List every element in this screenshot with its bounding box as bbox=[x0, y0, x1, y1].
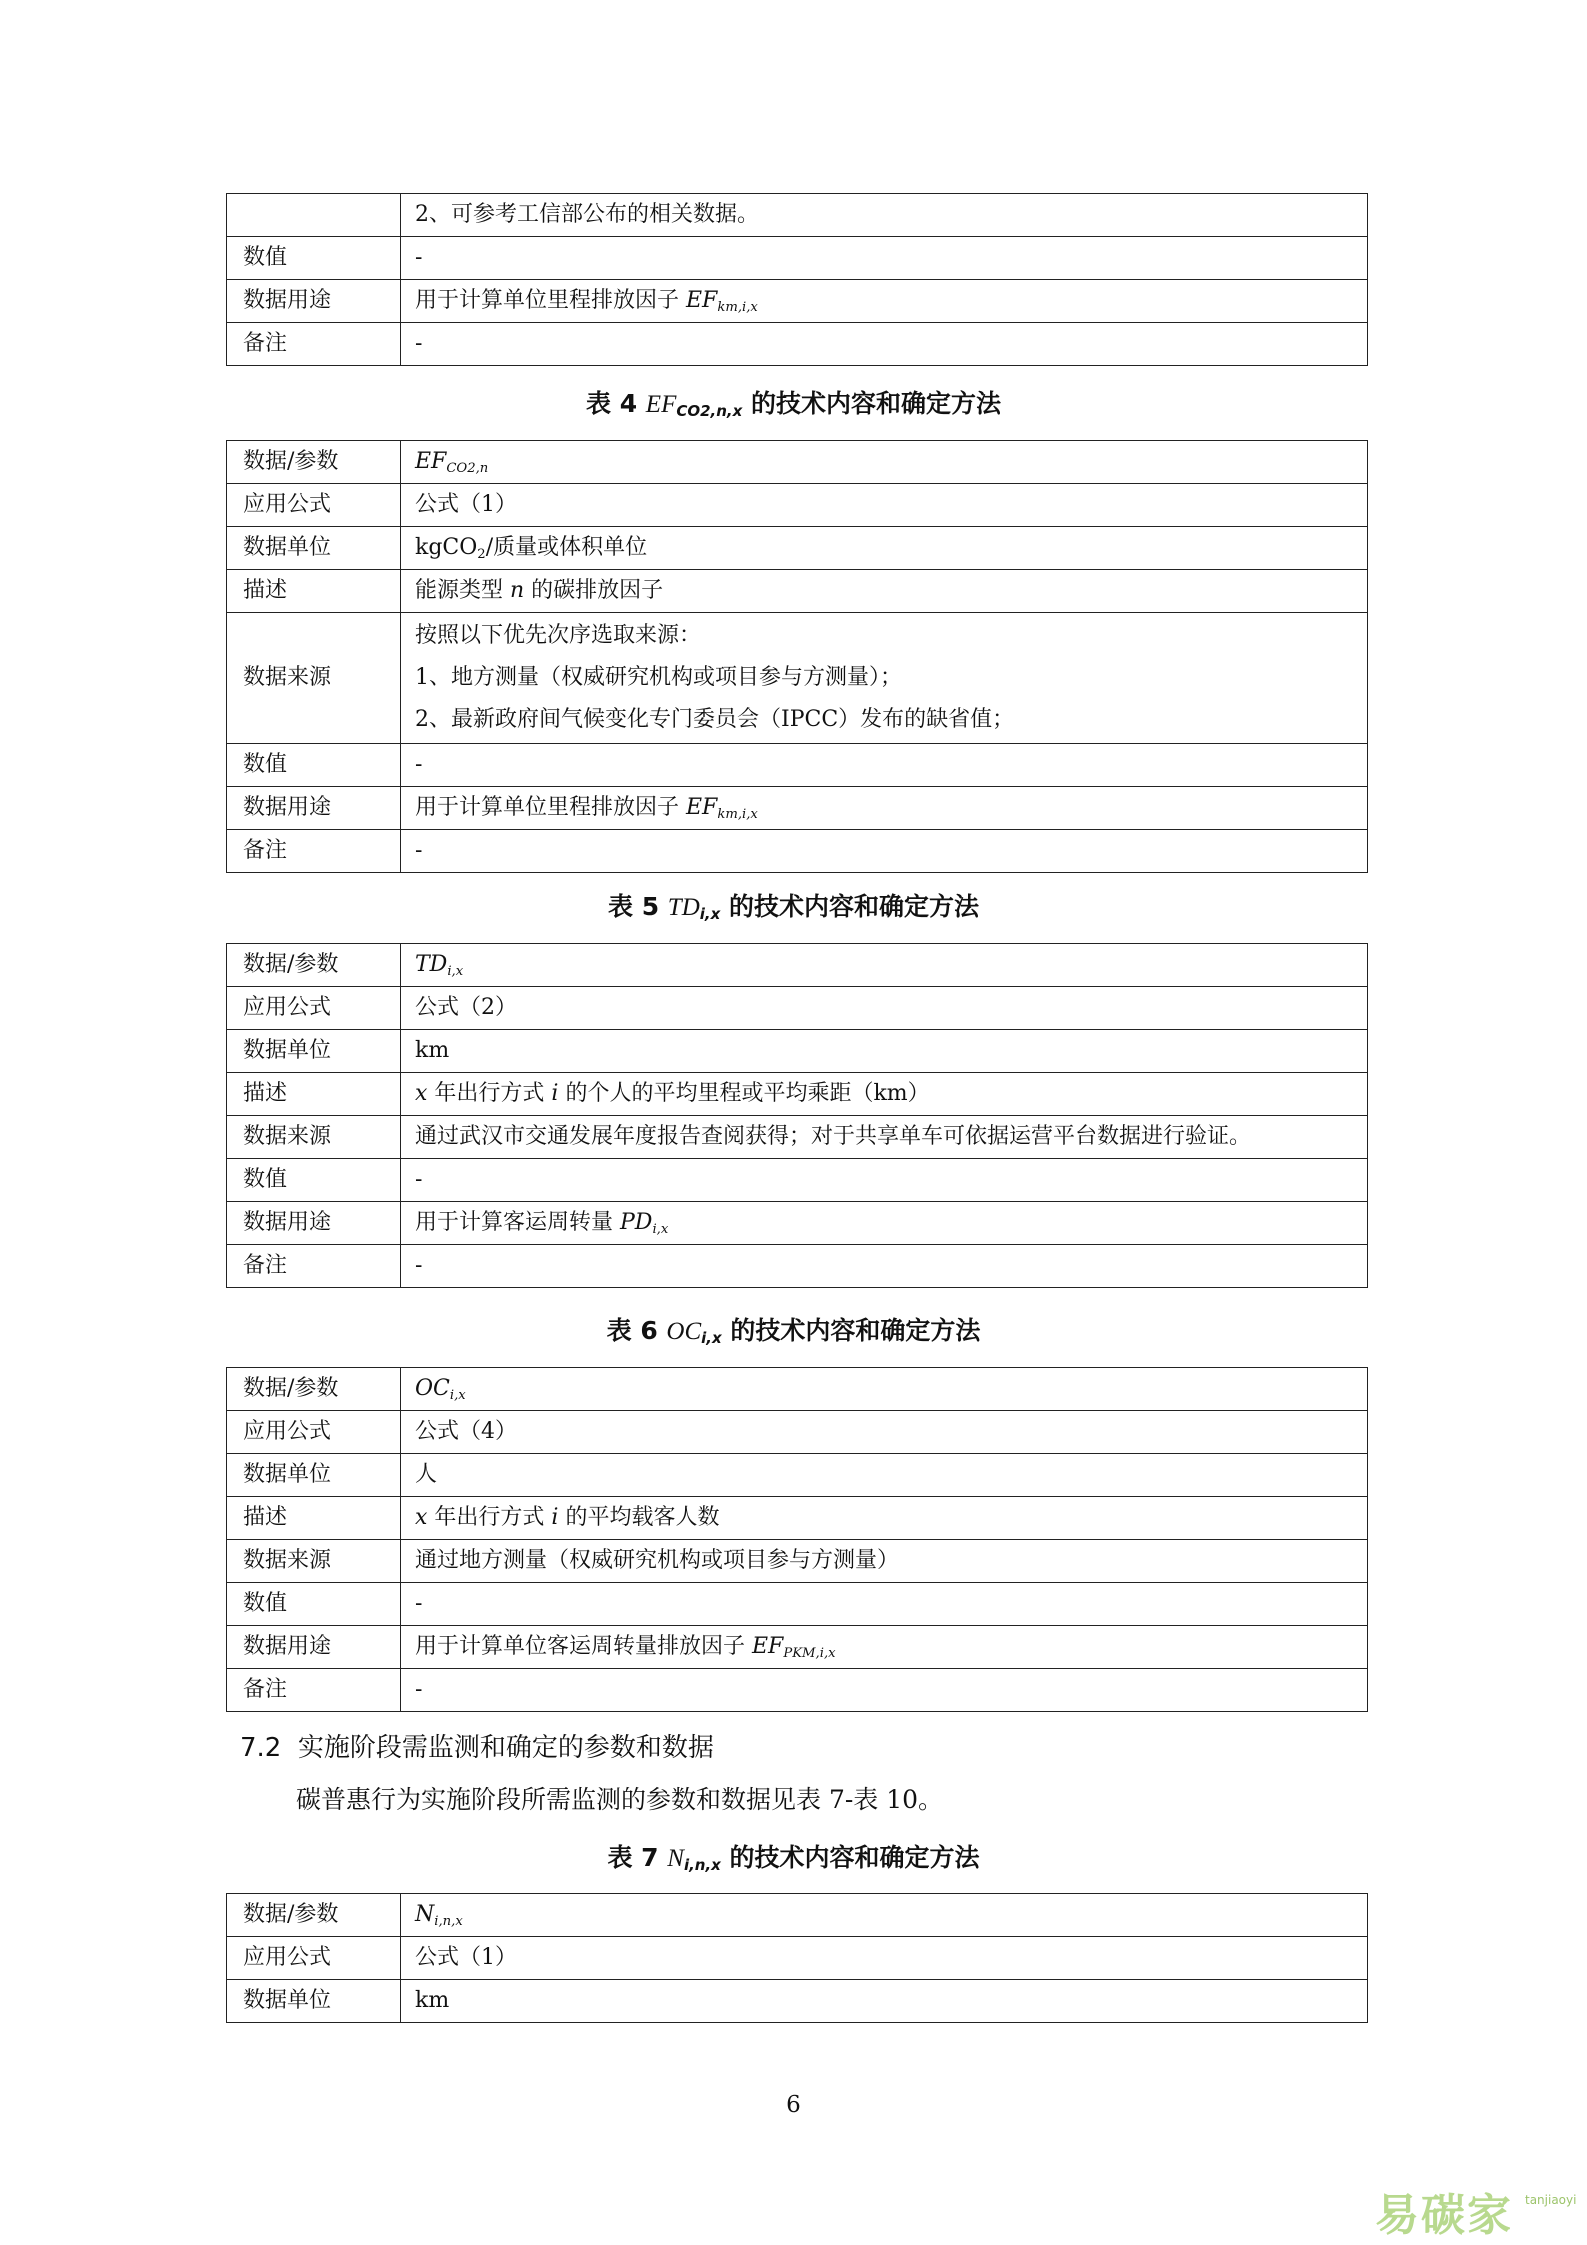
table-row bbox=[227, 237, 1368, 280]
row-key: 应用公式 bbox=[227, 484, 401, 527]
table-row bbox=[227, 1894, 1368, 1937]
row-key: 数值 bbox=[227, 744, 401, 787]
row-value: - bbox=[401, 323, 1368, 366]
row-value: - bbox=[401, 1245, 1368, 1288]
row-key: 数值 bbox=[227, 1583, 401, 1626]
table-row bbox=[227, 944, 1368, 987]
table7 bbox=[226, 1893, 1368, 2023]
section-number: 7.2 bbox=[240, 1733, 282, 1763]
row-key: 数据/参数 bbox=[227, 944, 401, 987]
value-text: 的碳排放因子 bbox=[524, 578, 664, 603]
row-key: 数据单位 bbox=[227, 1454, 401, 1497]
table6 bbox=[226, 1367, 1368, 1712]
table-row bbox=[227, 1540, 1368, 1583]
row-value bbox=[401, 613, 1368, 744]
param-symbol: N bbox=[415, 1902, 435, 1927]
table7-caption bbox=[0, 1838, 1587, 1874]
row-key: 描述 bbox=[227, 1497, 401, 1540]
table-row bbox=[227, 1669, 1368, 1712]
value-text: 用于计算单位里程排放因子 bbox=[415, 288, 686, 313]
caption-subscript: i,x bbox=[701, 1329, 722, 1347]
row-value bbox=[401, 441, 1368, 484]
value-subscript: 2 bbox=[477, 547, 486, 562]
table-row bbox=[227, 1411, 1368, 1454]
caption-symbol: TD bbox=[667, 894, 700, 921]
table6-caption bbox=[0, 1311, 1587, 1347]
value-symbol: i bbox=[551, 1081, 559, 1106]
value-line: 2、最新政府间气候变化专门委员会（IPCC）发布的缺省值； bbox=[415, 707, 1015, 732]
table-row bbox=[227, 1073, 1368, 1116]
table-row bbox=[227, 830, 1368, 873]
row-value: km bbox=[401, 1980, 1368, 2023]
symbol: EF bbox=[752, 1634, 784, 1659]
row-value bbox=[401, 787, 1368, 830]
param-subscript: i,x bbox=[447, 964, 464, 979]
value-text: 年出行方式 bbox=[427, 1505, 552, 1530]
table-row bbox=[227, 1030, 1368, 1073]
row-value bbox=[401, 1894, 1368, 1937]
table-row bbox=[227, 613, 1368, 744]
row-key: 备注 bbox=[227, 323, 401, 366]
table-row bbox=[227, 1497, 1368, 1540]
row-key: 备注 bbox=[227, 1669, 401, 1712]
caption-symbol: N bbox=[667, 1845, 684, 1872]
table-row bbox=[227, 1368, 1368, 1411]
row-key bbox=[227, 194, 401, 237]
row-value: - bbox=[401, 744, 1368, 787]
table-row bbox=[227, 1202, 1368, 1245]
table-row bbox=[227, 323, 1368, 366]
section-title: 实施阶段需监测和确定的参数和数据 bbox=[297, 1733, 714, 1763]
row-key: 备注 bbox=[227, 1245, 401, 1288]
param-subscript: i,n,x bbox=[434, 1914, 463, 1929]
row-value: 人 bbox=[401, 1454, 1368, 1497]
row-key: 数据来源 bbox=[227, 1116, 401, 1159]
table-row bbox=[227, 744, 1368, 787]
caption-suffix: 的技术内容和确定方法 bbox=[742, 389, 1002, 418]
table4 bbox=[226, 440, 1368, 873]
row-key: 数值 bbox=[227, 237, 401, 280]
caption-suffix: 的技术内容和确定方法 bbox=[721, 1316, 981, 1345]
value-symbol: i bbox=[551, 1505, 559, 1530]
symbol-subscript: km,i,x bbox=[717, 807, 758, 822]
value-text: kgCO bbox=[415, 535, 478, 560]
symbol: EF bbox=[686, 795, 718, 820]
row-key: 应用公式 bbox=[227, 987, 401, 1030]
row-value: 通过地方测量（权威研究机构或项目参与方测量） bbox=[401, 1540, 1368, 1583]
table5-caption bbox=[0, 887, 1587, 923]
table-row bbox=[227, 1937, 1368, 1980]
table-row bbox=[227, 441, 1368, 484]
row-value: 2、可参考工信部公布的相关数据。 bbox=[401, 194, 1368, 237]
row-value: - bbox=[401, 1583, 1368, 1626]
table-row bbox=[227, 1583, 1368, 1626]
table-row bbox=[227, 1454, 1368, 1497]
row-value: km bbox=[401, 1030, 1368, 1073]
row-key: 数据用途 bbox=[227, 1626, 401, 1669]
watermark-url: tanjiaoyi bbox=[1525, 2193, 1577, 2207]
caption-subscript: i,x bbox=[699, 905, 721, 923]
symbol: EF bbox=[686, 288, 718, 313]
row-key: 应用公式 bbox=[227, 1937, 401, 1980]
row-value bbox=[401, 280, 1368, 323]
row-value: - bbox=[401, 1669, 1368, 1712]
table-row bbox=[227, 787, 1368, 830]
row-value bbox=[401, 1368, 1368, 1411]
row-value: 公式（4） bbox=[401, 1411, 1368, 1454]
row-value bbox=[401, 527, 1368, 570]
row-key: 数据用途 bbox=[227, 787, 401, 830]
table4-caption bbox=[0, 384, 1587, 420]
row-value bbox=[401, 1497, 1368, 1540]
value-symbol: x bbox=[415, 1081, 428, 1106]
table-row bbox=[227, 1980, 1368, 2023]
value-text: 用于计算单位客运周转量排放因子 bbox=[415, 1634, 752, 1659]
row-value: - bbox=[401, 830, 1368, 873]
row-value: 通过武汉市交通发展年度报告查阅获得；对于共享单车可依据运营平台数据进行验证。 bbox=[401, 1116, 1368, 1159]
row-value bbox=[401, 1626, 1368, 1669]
row-value bbox=[401, 944, 1368, 987]
param-symbol: TD bbox=[415, 952, 448, 977]
param-subscript: i,x bbox=[449, 1388, 466, 1403]
symbol-subscript: i,x bbox=[652, 1222, 669, 1237]
row-key: 数据/参数 bbox=[227, 1368, 401, 1411]
row-key: 描述 bbox=[227, 570, 401, 613]
watermark-text: 易碳家 bbox=[1375, 2190, 1513, 2241]
row-key: 数据用途 bbox=[227, 280, 401, 323]
row-value bbox=[401, 1073, 1368, 1116]
table-row bbox=[227, 194, 1368, 237]
caption-subscript: i,n,x bbox=[683, 1856, 721, 1874]
row-key: 描述 bbox=[227, 1073, 401, 1116]
table-row bbox=[227, 1245, 1368, 1288]
row-key: 数据单位 bbox=[227, 1980, 401, 2023]
value-text: 能源类型 bbox=[415, 578, 510, 603]
caption-prefix: 表 5 bbox=[607, 892, 668, 921]
value-text: 的个人的平均里程或平均乘距（km） bbox=[558, 1081, 930, 1106]
row-value: 公式（1） bbox=[401, 1937, 1368, 1980]
symbol-subscript: PKM,i,x bbox=[783, 1646, 836, 1661]
caption-suffix: 的技术内容和确定方法 bbox=[720, 892, 979, 921]
value-line: 按照以下优先次序选取来源： bbox=[415, 623, 702, 648]
caption-symbol: EF bbox=[645, 391, 677, 418]
param-symbol: EF bbox=[415, 449, 447, 474]
value-text: 年出行方式 bbox=[427, 1081, 552, 1106]
value-text: 的平均载客人数 bbox=[558, 1505, 720, 1530]
caption-subscript: CO2,n,x bbox=[676, 402, 743, 420]
value-text: 用于计算客运周转量 bbox=[415, 1210, 620, 1235]
caption-prefix: 表 7 bbox=[607, 1843, 668, 1872]
table5 bbox=[226, 943, 1368, 1288]
row-key: 数据单位 bbox=[227, 1030, 401, 1073]
caption-suffix: 的技术内容和确定方法 bbox=[720, 1843, 980, 1872]
table-row bbox=[227, 484, 1368, 527]
table-row bbox=[227, 1116, 1368, 1159]
section-heading bbox=[240, 1727, 714, 1764]
table-row bbox=[227, 280, 1368, 323]
row-value: 公式（2） bbox=[401, 987, 1368, 1030]
symbol-subscript: km,i,x bbox=[717, 300, 758, 315]
row-key: 备注 bbox=[227, 830, 401, 873]
row-key: 数据/参数 bbox=[227, 441, 401, 484]
value-line: 1、地方测量（权威研究机构或项目参与方测量）； bbox=[415, 665, 902, 690]
table-row bbox=[227, 987, 1368, 1030]
row-value bbox=[401, 1202, 1368, 1245]
table-row bbox=[227, 527, 1368, 570]
row-value: - bbox=[401, 237, 1368, 280]
row-value bbox=[401, 570, 1368, 613]
row-key: 数据来源 bbox=[227, 1540, 401, 1583]
row-key: 数据单位 bbox=[227, 527, 401, 570]
table-row bbox=[227, 1626, 1368, 1669]
param-symbol: OC bbox=[415, 1376, 450, 1401]
row-key: 数据/参数 bbox=[227, 1894, 401, 1937]
param-subscript: CO2,n bbox=[446, 461, 489, 476]
watermark-logo bbox=[1365, 2175, 1577, 2241]
row-key: 数据来源 bbox=[227, 613, 401, 744]
page-number: 6 bbox=[786, 2092, 801, 2118]
table-row bbox=[227, 570, 1368, 613]
value-symbol: n bbox=[510, 578, 525, 603]
symbol: PD bbox=[620, 1210, 653, 1235]
value-text: 用于计算单位里程排放因子 bbox=[415, 795, 686, 820]
value-text: /质量或体积单位 bbox=[485, 535, 648, 560]
value-symbol: x bbox=[415, 1505, 428, 1530]
row-key: 数值 bbox=[227, 1159, 401, 1202]
caption-symbol: OC bbox=[666, 1318, 702, 1345]
row-key: 数据用途 bbox=[227, 1202, 401, 1245]
row-value: 公式（1） bbox=[401, 484, 1368, 527]
table-row bbox=[227, 1159, 1368, 1202]
row-key: 应用公式 bbox=[227, 1411, 401, 1454]
caption-prefix: 表 4 bbox=[585, 389, 646, 418]
caption-prefix: 表 6 bbox=[606, 1316, 667, 1345]
table-continued bbox=[226, 193, 1368, 366]
body-paragraph: 碳普惠行为实施阶段所需监测的参数和数据见表 7-表 10。 bbox=[296, 1785, 944, 1814]
row-value: - bbox=[401, 1159, 1368, 1202]
